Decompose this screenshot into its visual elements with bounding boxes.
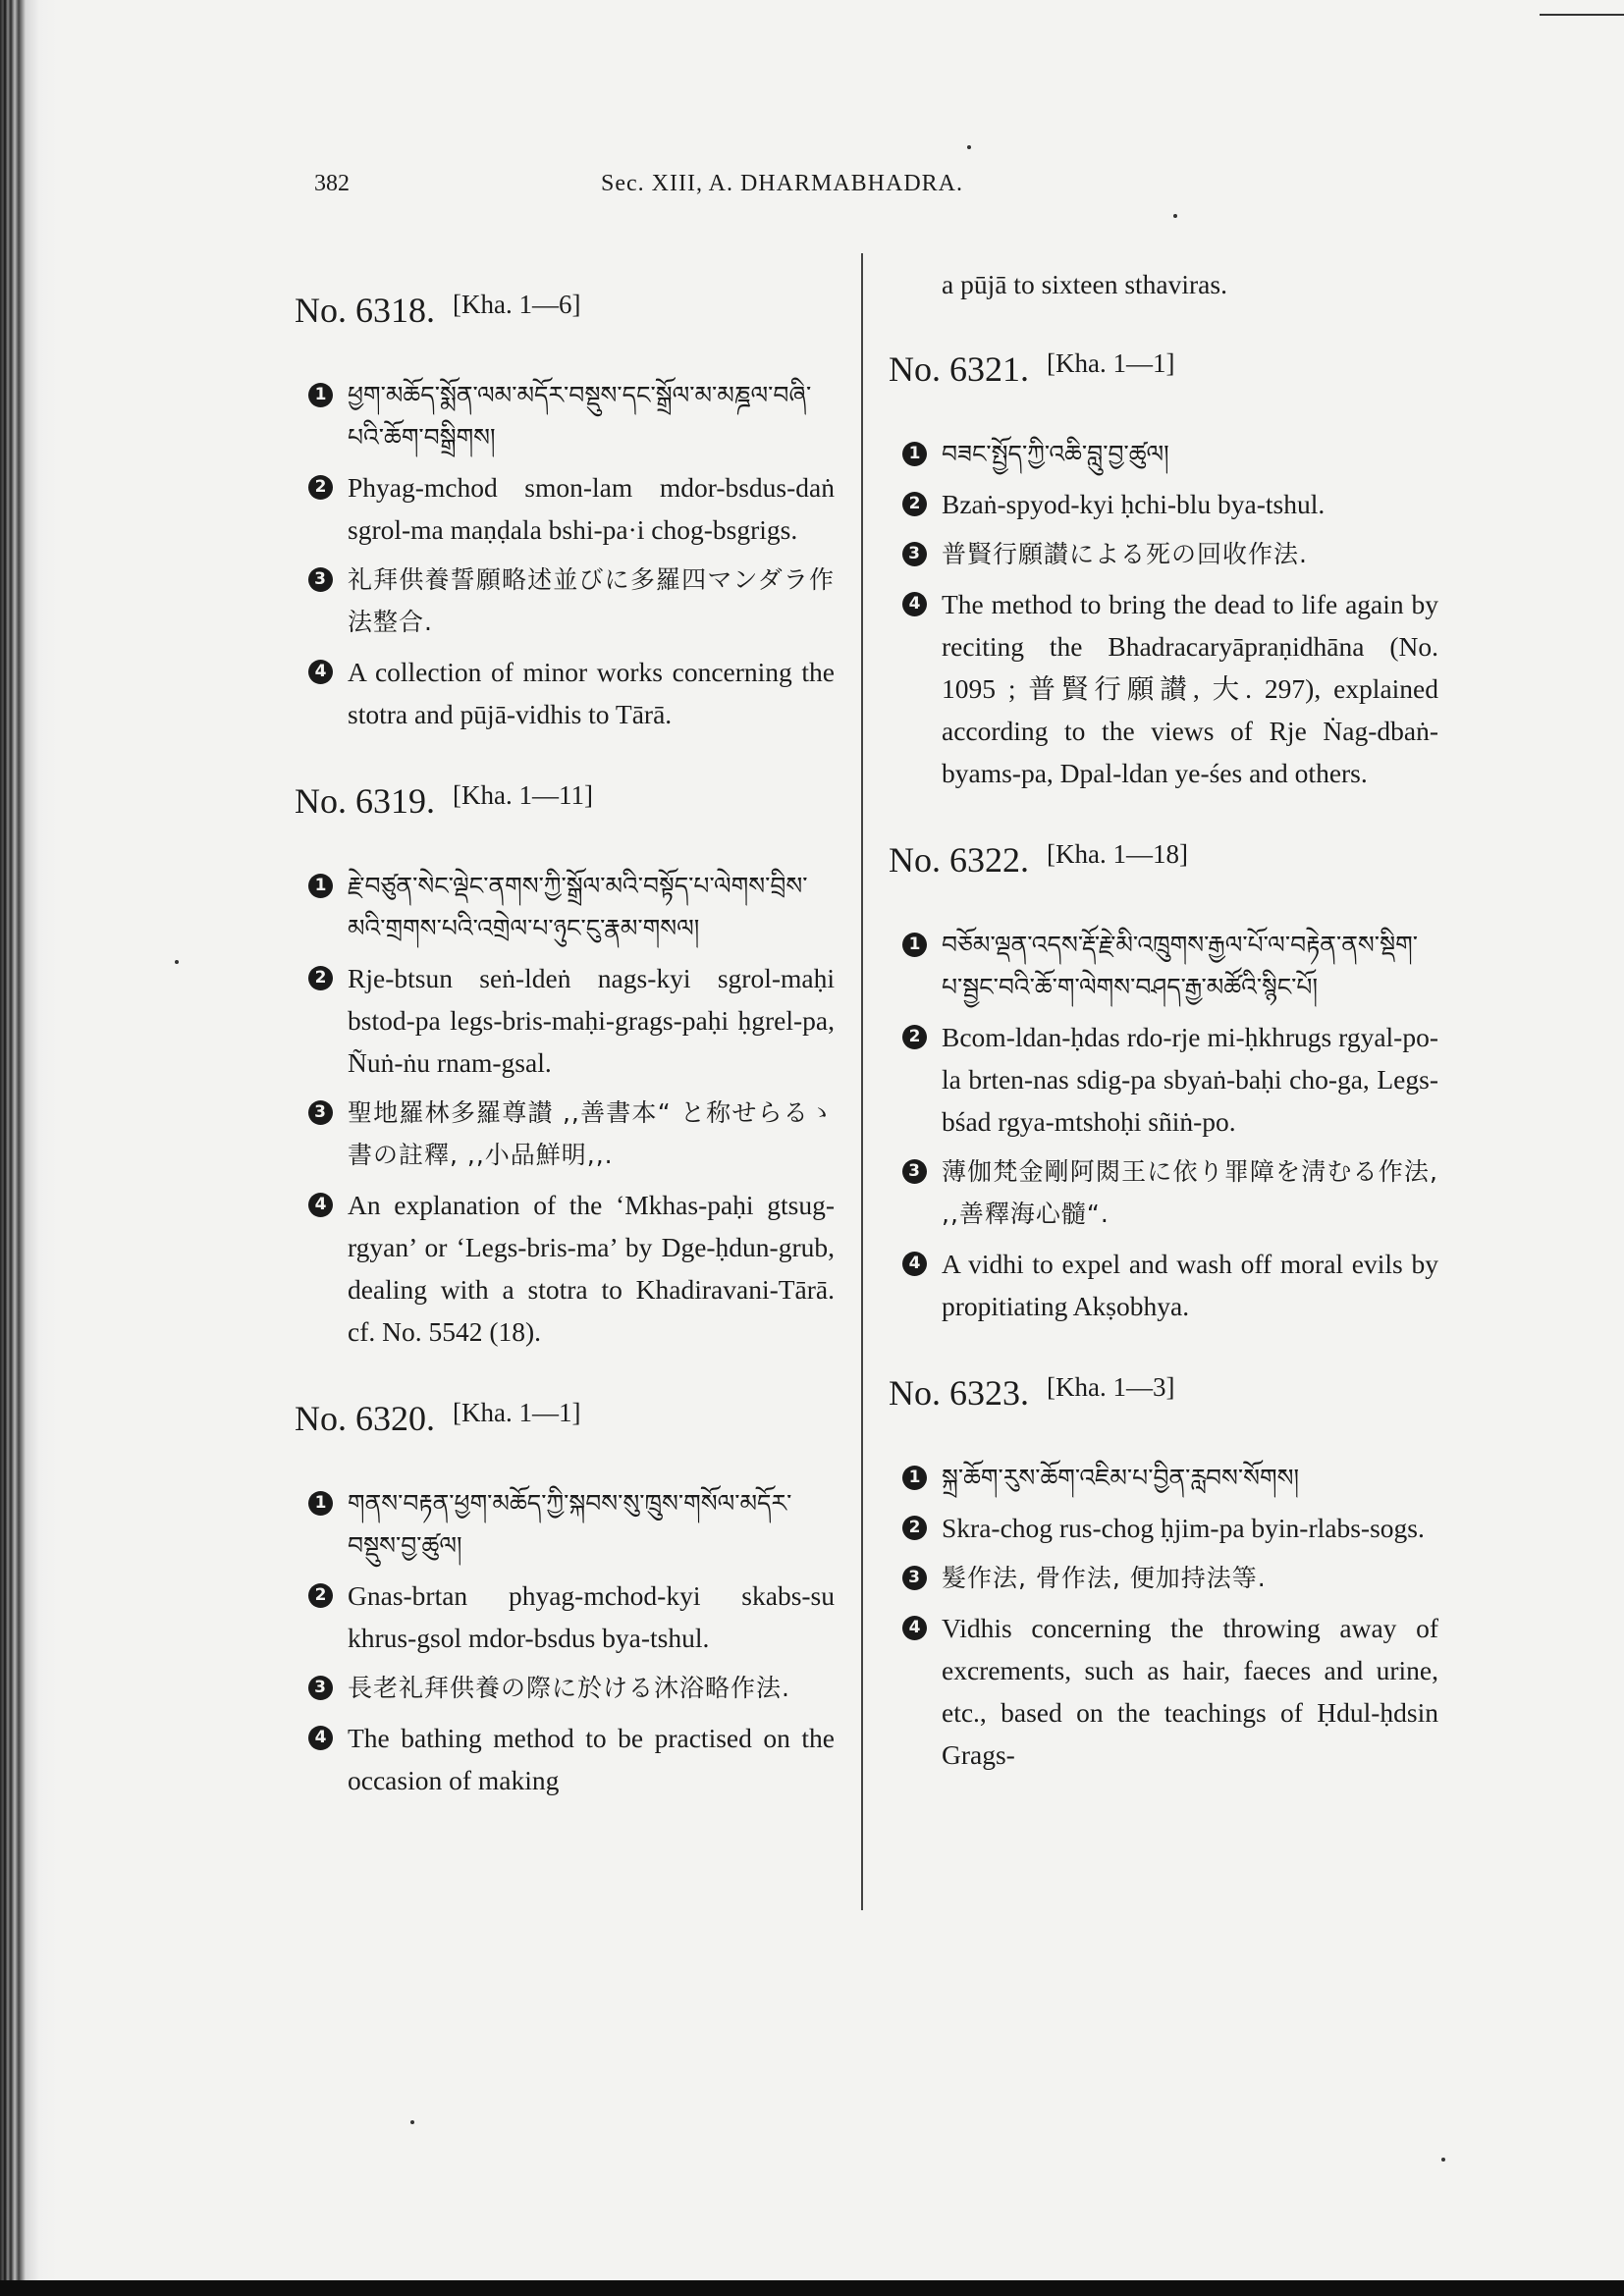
catalog-entry-6319 xyxy=(295,780,835,1353)
entry-reference: [Kha. 1—1] xyxy=(1047,348,1175,378)
japanese-title: 3 長老礼拜供養の際に於ける沐浴略作法. xyxy=(295,1667,835,1709)
marker-2-icon: 2 xyxy=(308,475,333,500)
marker-3-icon: 3 xyxy=(308,1100,333,1125)
marker-1-icon: 1 xyxy=(902,1466,927,1490)
japanese-title: 3 聖地羅林多羅尊讃 ,,善書本“ と称せらるゝ書の註釋, ,,小品鮮明,,. xyxy=(295,1092,835,1176)
marker-3-icon: 3 xyxy=(902,1566,927,1590)
running-header: Sec. XIII, A. DHARMABHADRA. xyxy=(601,171,963,196)
marker-2-icon: 2 xyxy=(902,492,927,516)
marker-3-icon: 3 xyxy=(308,1676,333,1700)
entry-heading xyxy=(295,780,835,822)
catalog-entry-6318 xyxy=(295,290,835,735)
english-description: 4 Vidhis concerning the throwing away of excrements, such as hair, faeces and urine, etc., based on the teachings of Ḥdul-ḥdsin Grags- xyxy=(889,1607,1438,1776)
tibetan-title: 1 བཅོམ་ལྡན་འདས་རྡོ་རྗེ་མི་འཁྲུགས་རྒྱལ་པོ་ལ་བརྟེན་ནས་སྡིག་པ་སྦྱང་བའི་ཆོ་ག་ལེགས་བཤད་རྒྱ་མཚོའི་སྙིང་པོ། xyxy=(889,924,1438,1008)
entry-reference: [Kha. 1—18] xyxy=(1047,839,1188,869)
marker-1-icon: 1 xyxy=(308,383,333,407)
marker-2-icon: 2 xyxy=(902,1025,927,1049)
marker-2-icon: 2 xyxy=(308,1583,333,1608)
marker-2-icon: 2 xyxy=(902,1516,927,1540)
japanese-title: 3 薄伽梵金剛阿閦王に依り罪障を淸むる作法, ,,善釋海心髓“. xyxy=(889,1150,1438,1235)
continued-text: a pūjā to sixteen sthaviras. xyxy=(942,269,1227,299)
transliteration: 2 Phyag-mchod smon-lam mdor-bsdus-daṅ sgrol-ma maṇḍala bshi-pa·i chog-bsgrigs. xyxy=(295,466,835,551)
japanese-title: 3 普賢行願讃による死の回收作法. xyxy=(889,533,1438,575)
marker-3-icon: 3 xyxy=(308,567,333,592)
entry-heading xyxy=(889,839,1438,881)
marker-4-icon: 4 xyxy=(308,1193,333,1217)
scan-speck xyxy=(410,2120,414,2124)
tibetan-title: 1 བཟང་སྤྱོད་ཀྱི་འཆི་བླུ་བྱ་ཚུལ། xyxy=(889,433,1438,475)
entry-heading xyxy=(889,1372,1438,1414)
marker-1-icon: 1 xyxy=(308,1491,333,1516)
entry-heading xyxy=(295,290,835,331)
transliteration: 2 Bcom-ldan-ḥdas rdo-rje mi-ḥkhrugs rgyal-po-la brten-nas sdig-pa sbyaṅ-baḥi cho-ga, Legs-bśad rgya-mtshoḥi sñiṅ-po. xyxy=(889,1016,1438,1143)
marker-4-icon: 4 xyxy=(902,592,927,616)
marker-1-icon: 1 xyxy=(902,933,927,957)
catalog-entry-6322 xyxy=(889,839,1438,1327)
tibetan-title: 1 གནས་བརྟན་ཕྱག་མཆོད་ཀྱི་སྐབས་སུ་ཁྲུས་གསོལ་མདོར་བསྡུས་བྱ་ཚུལ། xyxy=(295,1482,835,1567)
english-description: 4 The method to bring the dead to life again by reciting the Bhadracaryāpraṇidhāna (No. 1095 ; 普賢行願讃, 大. 297), explained according to the views of Rje Ṅag-dbaṅ-byams-pa, Dpal-ldan ye-śes and others. xyxy=(889,583,1438,794)
marker-3-icon: 3 xyxy=(902,1159,927,1184)
english-description: 4 An explanation of the ‘Mkhas-paḥi gtsug-rgyan’ or ‘Legs-bris-ma’ by Dge-ḥdun-grub, dealing with a stotra to Khadiravani-Tārā. cf. No. 5542 (18). xyxy=(295,1184,835,1353)
japanese-title: 3 髮作法, 骨作法, 便加持法等. xyxy=(889,1557,1438,1599)
marker-3-icon: 3 xyxy=(902,542,927,566)
tibetan-title: 1 རྗེ་བཙུན་སེང་ལྡེང་ནགས་ཀྱི་སྒྲོལ་མའི་བསྟོད་པ་ལེགས་བྲིས་མའི་གྲགས་པའི་འགྲེལ་པ་ཉུང་ངུ་རྣམ་གསལ། xyxy=(295,865,835,949)
scan-speck xyxy=(1441,2158,1445,2162)
entry-reference: [Kha. 1—11] xyxy=(453,780,593,810)
transliteration: 2 Gnas-brtan phyag-mchod-kyi skabs-su khrus-gsol mdor-bsdus bya-tshul. xyxy=(295,1575,835,1659)
column-divider xyxy=(861,253,863,1910)
japanese-title: 3 礼拜供養誓願略述並びに多羅四マンダラ作法整合. xyxy=(295,559,835,643)
transliteration: 2 Rje-btsun seṅ-ldeṅ nags-kyi sgrol-maḥi bstod-pa legs-bris-maḥi-grags-paḥi ḥgrel-pa, Ñuṅ-ṅu rnam-gsal. xyxy=(295,957,835,1084)
transliteration: 2 Bzaṅ-spyod-kyi ḥchi-blu bya-tshul. xyxy=(889,483,1438,525)
left-column xyxy=(295,290,835,1846)
scan-speck xyxy=(967,145,971,149)
catalog-entry-6323 xyxy=(889,1372,1438,1776)
tibetan-title: 1 སྐྲ་ཆོག་རུས་ཆོག་འཇིམ་པ་བྱིན་རླབས་སོགས། xyxy=(889,1457,1438,1499)
tibetan-title: 1 ཕྱག་མཆོད་སྨོན་ལམ་མདོར་བསྡུས་དང་སྒྲོལ་མ་མཎྜལ་བཞི་པའི་ཆོག་བསྒྲིགས། xyxy=(295,374,835,458)
scan-speck xyxy=(175,960,179,964)
scan-edge-mark xyxy=(1540,14,1624,16)
entry-reference: [Kha. 1—3] xyxy=(1047,1372,1175,1402)
entry-number: No. 6321. xyxy=(889,349,1029,389)
entry-number: No. 6323. xyxy=(889,1373,1029,1413)
marker-2-icon: 2 xyxy=(308,966,333,990)
scan-bottom-edge xyxy=(0,2280,1624,2296)
english-description: 4 The bathing method to be practised on the occasion of making xyxy=(295,1717,835,1801)
marker-4-icon: 4 xyxy=(308,660,333,684)
entry-heading xyxy=(295,1398,835,1439)
scan-speck xyxy=(1173,214,1177,218)
marker-4-icon: 4 xyxy=(308,1726,333,1750)
entry-reference: [Kha. 1—6] xyxy=(453,290,581,319)
entry-number: No. 6322. xyxy=(889,840,1029,880)
entry-number: No. 6318. xyxy=(295,291,435,330)
marker-1-icon: 1 xyxy=(308,874,333,898)
marker-1-icon: 1 xyxy=(902,442,927,466)
right-column xyxy=(889,263,1438,1821)
english-description: 4 A collection of minor works concerning the stotra and pūjā-vidhis to Tārā. xyxy=(295,651,835,735)
english-description: 4 A vidhi to expel and wash off moral evils by propitiating Akṣobhya. xyxy=(889,1243,1438,1327)
book-spine-shadow xyxy=(0,0,57,2296)
catalog-entry-6320 xyxy=(295,1398,835,1801)
entry-heading xyxy=(889,348,1438,390)
entry-number: No. 6319. xyxy=(295,781,435,821)
page-number: 382 xyxy=(314,171,350,196)
entry-number: No. 6320. xyxy=(295,1399,435,1438)
marker-4-icon: 4 xyxy=(902,1616,927,1640)
catalog-entry-6321 xyxy=(889,348,1438,794)
marker-4-icon: 4 xyxy=(902,1252,927,1276)
entry-reference: [Kha. 1—1] xyxy=(453,1398,581,1427)
transliteration: 2 Skra-chog rus-chog ḥjim-pa byin-rlabs-sogs. xyxy=(889,1507,1438,1549)
